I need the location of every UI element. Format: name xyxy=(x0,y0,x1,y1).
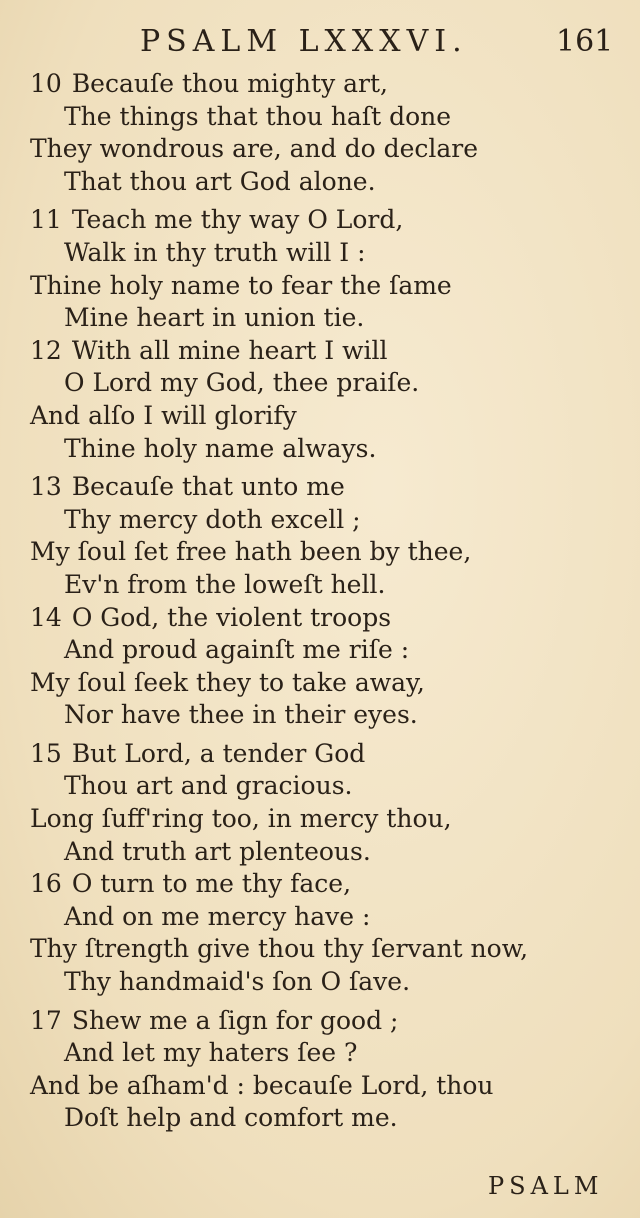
stanza-line: Nor have thee in their eyes. xyxy=(64,700,418,730)
stanza-line: O Lord my God, thee praiſe. xyxy=(64,368,420,398)
verse-number: 15 xyxy=(30,738,62,768)
stanza-line: Thy handmaid's ſon O ſave. xyxy=(64,967,411,997)
stanza-line: And truth art plenteous. xyxy=(64,836,371,866)
stanza-line: Walk in thy truth will I : xyxy=(64,237,366,267)
stanza-line: They wondrous are, and do declare xyxy=(30,134,479,164)
running-head xyxy=(0,20,640,64)
line-text: But Lord, a tender God xyxy=(71,738,366,768)
stanza-line: My ſoul ſet free hath been by thee, xyxy=(30,537,472,567)
stanza-line: And proud againſt me riſe : xyxy=(64,635,410,665)
stanza-verse-11 xyxy=(30,204,630,334)
stanza-verse-12 xyxy=(30,335,630,465)
verse-number: 16 xyxy=(30,869,62,899)
stanza-line xyxy=(30,335,630,368)
stanza-verse-14 xyxy=(30,602,630,732)
stanza-line: Thou art and gracious. xyxy=(64,771,353,801)
stanza-line xyxy=(30,1005,630,1038)
line-text: Becauſe thou mighty art, xyxy=(71,69,388,98)
stanza-line: And alſo I will glorify xyxy=(30,400,297,430)
stanza-line: And be aſham'd : becauſe Lord, thou xyxy=(30,1070,494,1100)
catchword: PSALM xyxy=(488,1172,604,1200)
stanza-line: My ſoul ſeek they to take away, xyxy=(30,667,425,697)
line-text: O turn to me thy face, xyxy=(71,869,352,899)
stanza-verse-17 xyxy=(30,1005,630,1135)
stanza-line: Thy ſtrength give thou thy ſervant now, xyxy=(30,934,529,964)
line-text: O God, the violent troops xyxy=(71,602,392,632)
line-text: Becauſe that unto me xyxy=(71,472,345,502)
stanza-line xyxy=(30,868,630,901)
stanza-verse-10 xyxy=(30,68,630,198)
stanza-line: Thy mercy doth excell ; xyxy=(64,504,361,534)
page-number: 161 xyxy=(556,24,614,59)
stanza-line: Thine holy name to fear the ſame xyxy=(30,270,452,300)
stanza-line xyxy=(30,204,630,237)
stanza-line: And let my haters ſee ? xyxy=(64,1038,358,1068)
running-title: PSALM LXXXVI. xyxy=(140,24,468,59)
stanza-line: Doſt help and comfort me. xyxy=(64,1103,398,1133)
stanza-line xyxy=(30,738,630,771)
verse-number: 14 xyxy=(30,602,62,632)
stanza-line: That thou art God alone. xyxy=(64,166,376,196)
line-text: Teach me thy way O Lord, xyxy=(71,205,404,235)
verse-number: 10 xyxy=(30,69,62,98)
verse-number: 13 xyxy=(30,472,62,502)
stanza-line xyxy=(30,471,630,504)
stanza-line: Thine holy name always. xyxy=(64,433,377,463)
psalm-verses xyxy=(30,68,630,1135)
line-text: Shew me a ſign for good ; xyxy=(71,1005,399,1035)
line-text: With all mine heart I will xyxy=(71,335,388,365)
verse-number: 12 xyxy=(30,335,62,365)
stanza-line: Mine heart in union tie. xyxy=(64,303,365,333)
stanza-verse-15 xyxy=(30,738,630,868)
verse-number: 11 xyxy=(30,205,62,235)
stanza-line: Long ſuff'ring too, in mercy thou, xyxy=(30,804,452,834)
stanza-line xyxy=(30,602,630,635)
stanza-line: Ev'n from the loweſt hell. xyxy=(64,569,386,599)
verse-number: 17 xyxy=(30,1005,62,1035)
stanza-line: And on me mercy have : xyxy=(64,901,371,931)
stanza-verse-16 xyxy=(30,868,630,998)
stanza-line: The things that thou haſt done xyxy=(64,101,452,131)
stanza-verse-13 xyxy=(30,471,630,601)
stanza-line xyxy=(30,68,630,101)
